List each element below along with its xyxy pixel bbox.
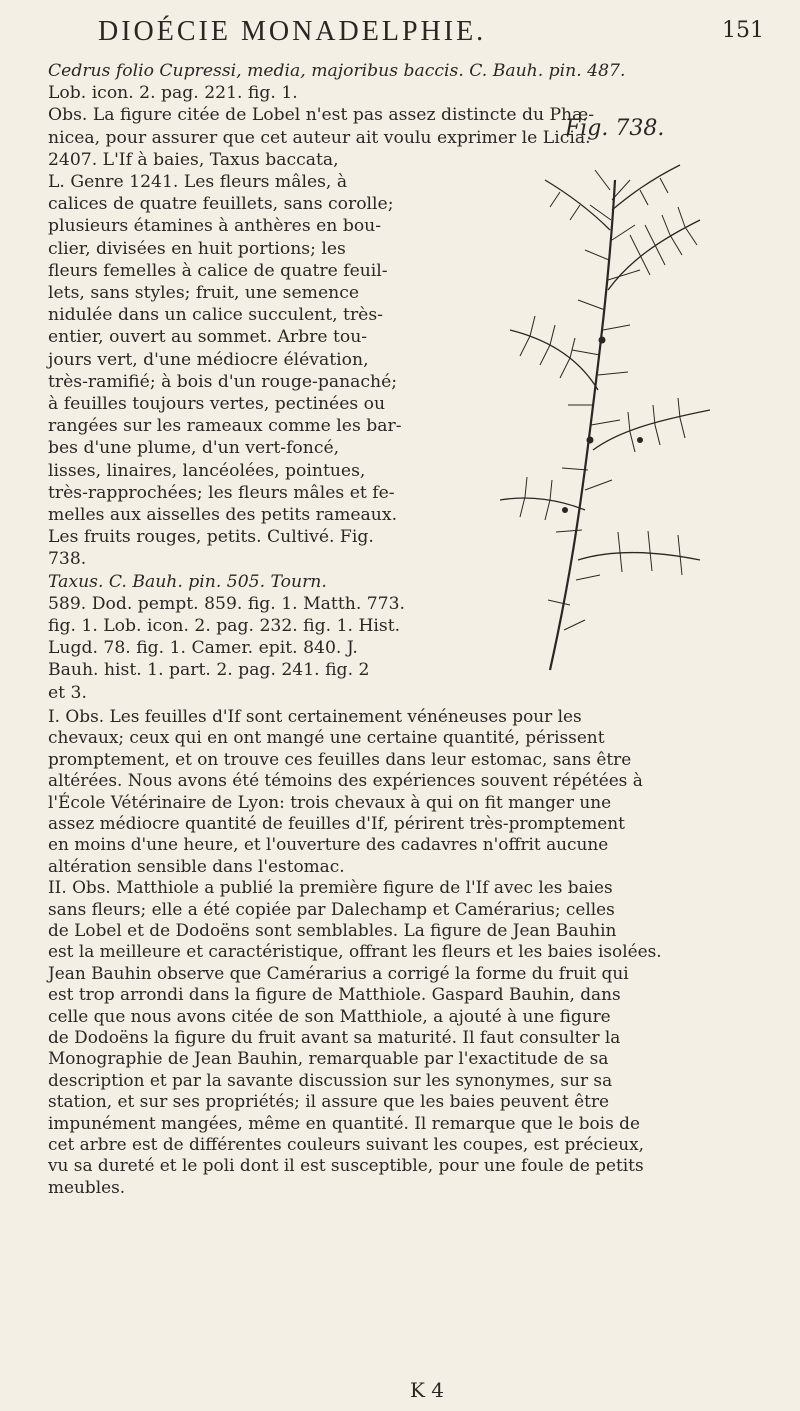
obs-line: de Dodoëns la figure du fruit avant sa maturité. Il faut consulter la	[48, 1026, 621, 1047]
obs-line: impunément mangées, même en quantité. Il remarque que le bois de	[48, 1112, 640, 1133]
entry-line: et 3.	[48, 682, 87, 703]
obs-line: altération sensible dans l'estomac.	[48, 855, 345, 876]
obs-line: altérées. Nous avons été témoins des expériences souvent répétées à	[48, 770, 643, 791]
figure-label: Fig. 738.	[565, 116, 665, 141]
yew-branch-illustration	[490, 150, 740, 690]
observation-line: nicea, pour assurer que cet auteur ait voulu exprimer le Licia.	[48, 127, 591, 148]
obs-line: de Lobel et de Dodoëns sont semblables. La figure de Jean Bauhin	[48, 919, 617, 940]
synonym-line: Cedrus folio Cupressi, media, majoribus baccis. C. Bauh. pin. 487.	[48, 61, 626, 81]
obs-line: Jean Bauhin observe que Camérarius a corrigé la forme du fruit qui	[48, 962, 629, 983]
obs-line: promptement, et on trouve ces feuilles dans leur estomac, sans être	[48, 748, 632, 769]
obs-line: assez médiocre quantité de feuilles d'If, périrent très-promptement	[48, 812, 625, 833]
entry-line: jours vert, d'une médiocre élévation,	[48, 349, 369, 370]
entry-line: entier, ouvert au sommet. Arbre tou-	[48, 327, 368, 348]
entry-line: lets, sans styles; fruit, une semence	[48, 283, 360, 304]
obs-line: l'École Vétérinaire de Lyon: trois chevaux à qui on fit manger une	[48, 791, 612, 812]
obs-line: II. Obs. Matthiole a publié la première figure de l'If avec les baies	[48, 877, 613, 898]
obs-line: station, et sur ses propriétés; il assure que les baies peuvent être	[48, 1091, 610, 1112]
observation-two	[48, 877, 768, 1198]
entry-line: fig. 1. Lob. icon. 2. pag. 232. fig. 1. Hist.	[48, 616, 401, 637]
entry-line: bes d'une plume, d'un vert-foncé,	[48, 438, 340, 459]
entry-line: 738.	[48, 549, 87, 570]
entry-line: fleurs femelles à calice de quatre feuil-	[48, 260, 388, 281]
obs-line: I. Obs. Les feuilles d'If sont certainement vénéneuses pour les	[48, 705, 582, 726]
entry-line: nidulée dans un calice succulent, très-	[48, 305, 383, 326]
obs-line: celle que nous avons citée de son Matthiole, a ajouté à une figure	[48, 1005, 611, 1026]
obs-line: sans fleurs; elle a été copiée par Dalechamp et Camérarius; celles	[48, 898, 615, 919]
entry-line: clier, divisées en huit portions; les	[48, 238, 346, 259]
obs-line: est la meilleure et caractéristique, offrant les fleurs et les baies isolées.	[48, 941, 662, 962]
entry-line: Bauh. hist. 1. part. 2. pag. 241. fig. 2	[48, 660, 370, 681]
obs-line: vu sa dureté et le poli dont il est susceptible, pour une foule de petits	[48, 1155, 644, 1176]
entry-line: 589. Dod. pempt. 859. fig. 1. Matth. 773.	[48, 593, 406, 614]
obs-line: Monographie de Jean Bauhin, remarquable par l'exactitude de sa	[48, 1048, 609, 1069]
entry-line: L. Genre 1241. Les fleurs mâles, à	[48, 172, 348, 193]
entry-line: rangées sur les rameaux comme les bar-	[48, 416, 402, 437]
observation-one	[48, 706, 768, 877]
obs-line: en moins d'une heure, et l'ouverture des cadavres n'offrit aucune	[48, 834, 609, 855]
obs-line: chevaux; ceux qui en ont mangé une certaine quantité, périssent	[48, 727, 605, 748]
species-entry	[48, 149, 468, 704]
page-header	[48, 14, 768, 60]
entry-line: très-ramifié; à bois d'un rouge-panaché;	[48, 371, 398, 392]
reference-line: Lob. icon. 2. pag. 221. fig. 1.	[48, 83, 298, 104]
entry-line: à feuilles toujours vertes, pectinées ou	[48, 394, 386, 415]
entry-line: plusieurs étamines à anthères en bou-	[48, 216, 382, 237]
page-number: 151	[722, 18, 764, 43]
entry-line: melles aux aisselles des petits rameaux.	[48, 505, 398, 526]
entry-line: lisses, linaires, lancéolées, pointues,	[48, 460, 366, 481]
observation-line: Obs. La figure citée de Lobel n'est pas assez distincte du Phæ-	[48, 105, 595, 126]
obs-line: description et par la savante discussion sur les synonymes, sur sa	[48, 1069, 613, 1090]
entry-line: très-rapprochées; les fleurs mâles et fe-	[48, 482, 395, 503]
running-head: DIOÉCIE MONADELPHIE.	[98, 16, 487, 47]
entry-line: Lugd. 78. fig. 1. Camer. epit. 840. J.	[48, 638, 358, 659]
entry-line: Taxus. C. Bauh. pin. 505. Tourn.	[48, 571, 327, 592]
entry-line: Les fruits rouges, petits. Cultivé. Fig.	[48, 527, 374, 548]
entry-line: calices de quatre feuillets, sans corolle;	[48, 194, 394, 215]
obs-line: est trop arrondi dans la figure de Matthiole. Gaspard Bauhin, dans	[48, 984, 621, 1005]
obs-line: cet arbre est de différentes couleurs suivant les coupes, est précieux,	[48, 1134, 644, 1155]
entry-line: 2407. L'If à baies, Taxus baccata,	[48, 149, 339, 170]
signature-mark: K 4	[410, 1378, 445, 1402]
obs-line: meubles.	[48, 1176, 126, 1197]
